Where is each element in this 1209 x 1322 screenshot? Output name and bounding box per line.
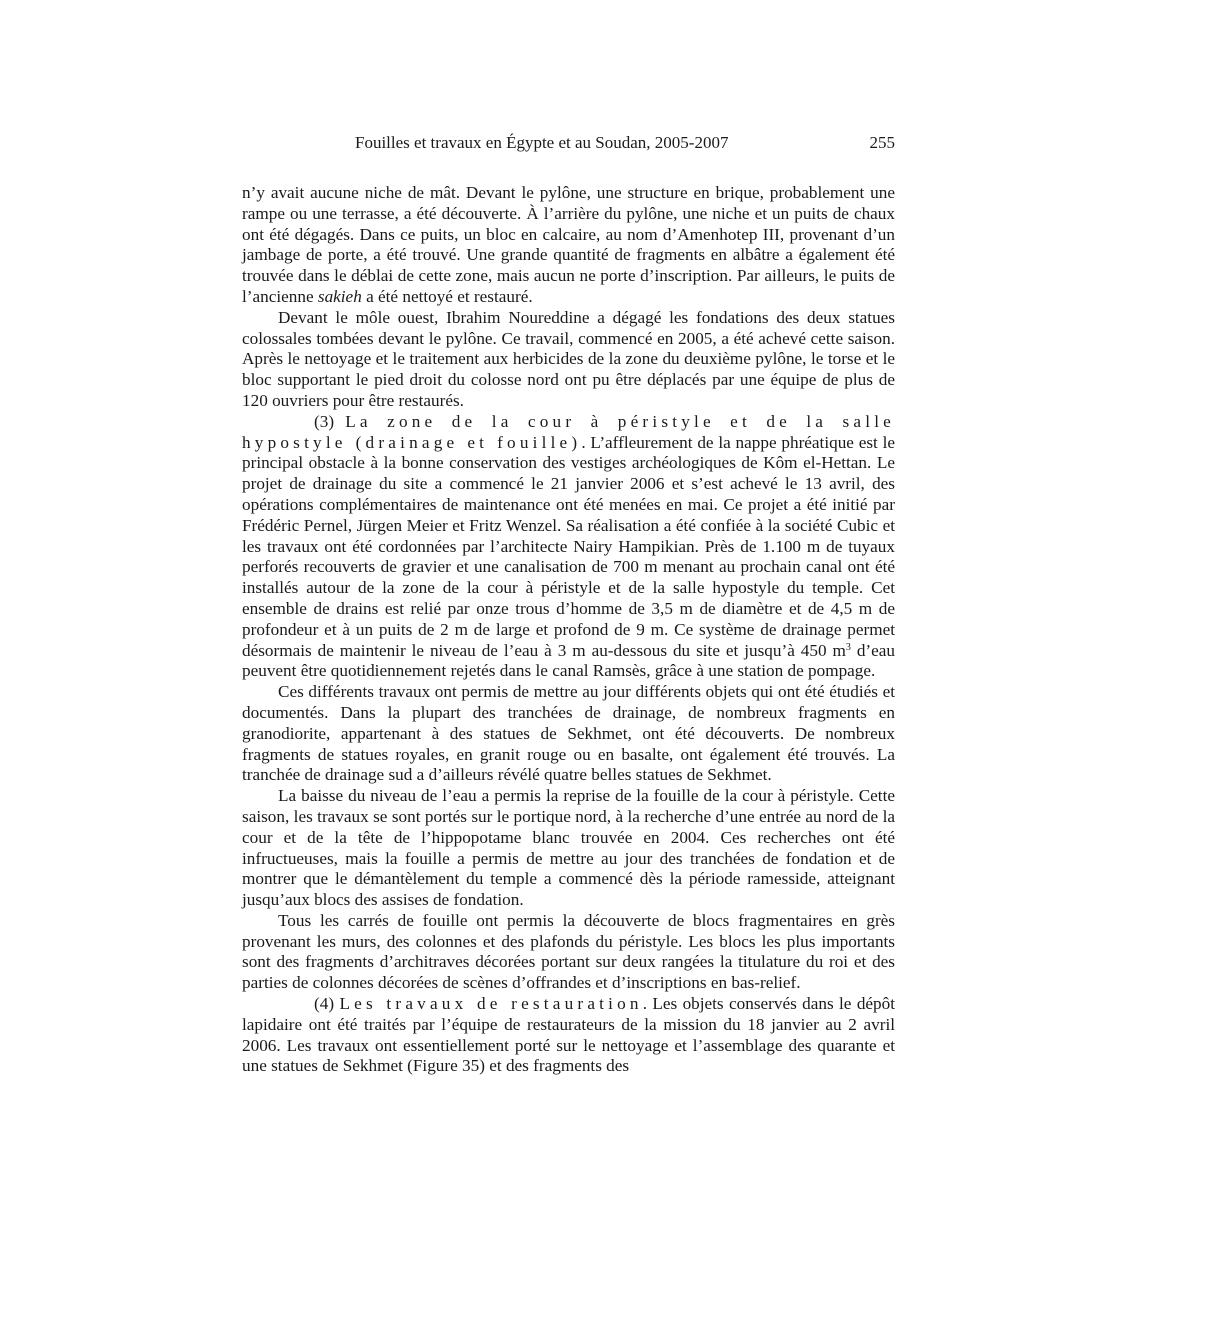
paragraph-1 — [242, 183, 895, 308]
paragraph-4: Ces différents travaux ont permis de mettre au jour différents objets qui ont été étudiés et documentés. Dans la plupart des tranchées de drainage, de nombreux fragments en granodiorite, appartenant à des statues de Sekhmet, ont été découverts. De nombreux fragments de statues royales, en granit rouge ou en basalte, ont également été trouvés. La tranchée de drainage sud a d’ailleurs révélé quatre belles statues de Sekhmet. — [242, 682, 895, 785]
running-title: Fouilles et travaux en Égypte et au Soudan, 2005-2007 — [355, 133, 729, 152]
text-body — [242, 183, 895, 1077]
superscript: 3 — [845, 641, 851, 653]
page-header — [355, 131, 895, 155]
section-number: (4) — [314, 994, 340, 1014]
paragraph-text: n’y avait aucune niche de mât. Devant le pylône, une structure en brique, probablement une rampe ou une terrasse, a été découverte. À l’arrière du pylône, une niche et un puits de chaux ont été dégagés. Dans ce puits, un bloc en calcaire, au nom d’Amenhotep III, provenant d’un jambage de porte, a été trouvé. Une grande quantité de fragments en albâtre a également été trouvée dans le déblai de cette zone, mais aucun ne porte d’inscription. Par ailleurs, le puits de l’ancienne — [242, 183, 895, 306]
section-heading: La zone de la cour à péristyle et de la salle hypostyle (drainage et fouille) — [242, 411, 895, 452]
paragraph-2: Devant le môle ouest, Ibrahim Noureddine a dégagé les fondations des deux statues colossales tombées devant le pylône. Ce travail, commencé en 2005, a été achevé cette saison. Après le nettoyage et le traitement aux herbicides de la zone du deuxième pylône, le torse et le bloc supportant le pied droit du colosse nord ont pu être déplacés par une équipe de plus de 120 ouvriers pour être restaurés. — [242, 307, 895, 410]
paragraph-text: d’eau peuvent être quotidiennement rejetés dans le canal Ramsès, grâce à une station de pompage. — [242, 640, 895, 681]
paragraph-text: a été nettoyé et restauré. — [361, 286, 533, 306]
paragraph-3 — [242, 412, 895, 682]
section-number: (3) — [314, 411, 346, 431]
paragraph-text: . L’affleurement de la nappe phréatique est le principal obstacle à la bonne conservation des vestiges archéologiques de Kôm el-Hettan. Le projet de drainage du site a commencé le 21 janvier 2006 et s’est achevé le 13 avril, des opérations complémentaires de maintenance ont été menées en mai. Ce projet a été initié par Frédéric Pernel, Jürgen Meier et Fritz Wenzel. Sa réalisation a été confiée à la société Cubic et les travaux ont été cordonnées par l’architecte Nairy Hampikian. Près de 1.100 m de tuyaux perforés recouverts de gravier et une canalisation de 700 m menant au prochain canal ont été installés autour de la zone de la cour à péristyle et de la salle hypostyle du temple. Cet ensemble de drains est relié par onze trous d’homme de 3,5 m de diamètre et de 4,5 m de profondeur et à un puits de 2 m de large et profond de 9 m. Ce système de drainage permet désormais de maintenir le niveau de l’eau à 3 m au-dessous du site et jusqu’à 450 m — [242, 432, 895, 660]
paragraph-7 — [242, 994, 895, 1077]
section-heading: Les travaux de restauration — [339, 994, 643, 1014]
paragraph-text: . Les objets conservés dans le dépôt lapidaire ont été traités par l’équipe de restaurateurs de la mission du 18 janvier au 2 avril 2006. Les travaux ont essentiellement porté sur le nettoyage et l’assemblage des quarante et une statues de Sekhmet (Figure 35) et des fragments des — [242, 994, 896, 1076]
paragraph-6: Tous les carrés de fouille ont permis la découverte de blocs fragmentaires en grès provenant les murs, des colonnes et des plafonds du péristyle. Les blocs les plus importants sont des fragments d’architraves décorées portant sur deux rangées la titulature du roi et des parties de colonnes décorées de scènes d’offrandes et d’inscriptions en bas-relief. — [242, 910, 895, 993]
italic-term: sakieh — [317, 286, 362, 306]
paragraph-5: La baisse du niveau de l’eau a permis la reprise de la fouille de la cour à péristyle. Cette saison, les travaux se sont portés sur le portique nord, à la recherche d’une entrée au nord de la cour et de la tête de l’hippopotame blanc trouvée en 2004. Ces recherches ont été infructueuses, mais la fouille a permis de mettre au jour des tranchées de fondation et de montrer que le démantèlement du temple a commencé dès la période ramesside, atteignant jusqu’aux blocs des assises de fondation. — [242, 786, 895, 910]
page-number: 255 — [869, 133, 895, 152]
